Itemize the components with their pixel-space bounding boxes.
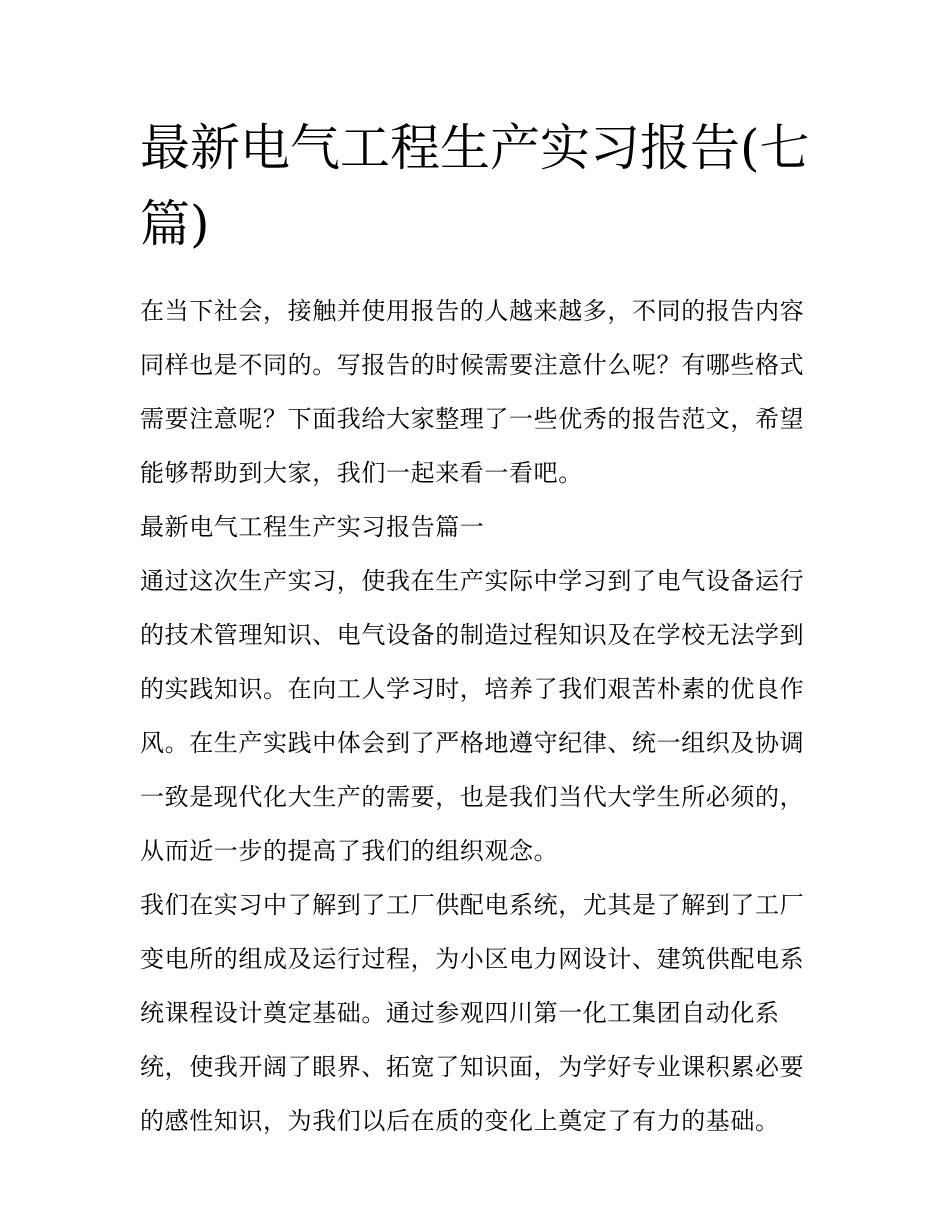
intro-paragraph: 在当下社会，接触并使用报告的人越来越多，不同的报告内容同样也是不同的。写报告的时候需要注意什么呢？有哪些格式需要注意呢？下面我给大家整理了一些优秀的报告范文，希望能够帮助到大家，我们一起来看一看吧。: [140, 297, 805, 487]
body-paragraph: 我们在实习中了解到了工厂供配电系统，尤其是了解到了工厂变电所的组成及运行过程，为小区电力网设计、建筑供配电系统课程设计奠定基础。通过参观四川第一化工集团自动化系统，使我开阔了眼界、拓宽了知识面，为学好专业课积累必要的感性知识，为我们以后在质的变化上奠定了有力的基础。: [140, 891, 805, 1135]
body-paragraph: 通过这次生产实习，使我在生产实际中学习到了电气设备运行的技术管理知识、电气设备的制造过程知识及在学校无法学到的实践知识。在向工人学习时，培养了我们艰苦朴素的优良作风。在生产实践中体会到了严格地遵守纪律、统一组织及协调一致是现代化大生产的需要，也是我们当代大学生所必须的，从而近一步的提高了我们的组织观念。: [140, 567, 805, 865]
section-heading: 最新电气工程生产实习报告篇一: [140, 513, 485, 541]
document-body: [140, 284, 812, 1148]
document-title: 最新电气工程生产实习报告(七篇): [140, 119, 810, 253]
